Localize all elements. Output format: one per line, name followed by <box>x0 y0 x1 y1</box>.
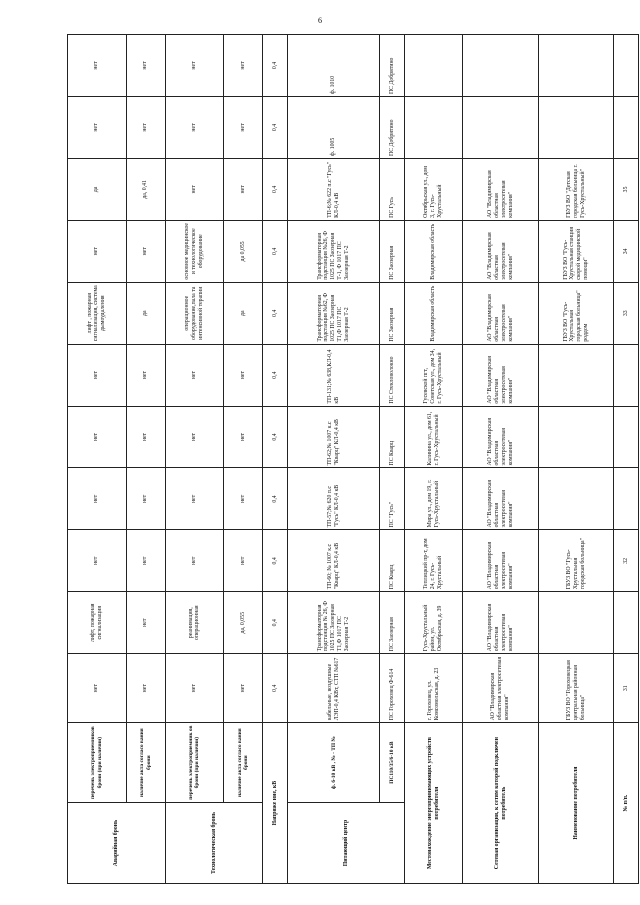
cell-num <box>614 468 639 530</box>
cell-location: Гусь-Хрустальный район, ул. Октябрьская, д. 39 <box>404 592 463 654</box>
cell-num <box>614 406 639 468</box>
cell-org <box>463 97 539 159</box>
cell-v: 0,4 <box>263 406 287 468</box>
cell-tl: нет <box>165 654 224 723</box>
cell-ta: нет <box>224 97 263 159</box>
cell-location: Теплицкий пр-т, дом 24, г. Гусь-Хрустальный <box>404 530 463 592</box>
cell-org: АО "Владимирская областная электросетевая компания" <box>463 406 539 468</box>
column-header-org: Сетевая организация, к сетям которой подключен потребитель <box>463 723 539 884</box>
cell-v: 0,4 <box>263 220 287 282</box>
cell-el: да <box>68 158 127 220</box>
cell-v: 0,4 <box>263 530 287 592</box>
rotated-table-wrapper <box>67 34 639 884</box>
cell-ea: нет <box>126 97 165 159</box>
cell-ta: нет <box>224 654 263 723</box>
cell-org: АО "Владимирская областная электросетевая компания" <box>463 344 539 406</box>
column-header-name: Наименование потребителя <box>538 723 614 884</box>
cell-tl: операционное оборудование,пала та интенсивной терапии <box>165 282 224 344</box>
cell-org: АО "Владимирская областная электросетевая компания" <box>463 282 539 344</box>
cell-ea: да, 0,41 <box>126 158 165 220</box>
cell-tl: основное медицинское и технологическое оборудование <box>165 220 224 282</box>
cell-feeder: ТП-62;№ 1007 к.с "Кварц" КЛ-0,4 кВ <box>287 406 380 468</box>
cell-name <box>538 35 614 97</box>
cell-ta: да <box>224 282 263 344</box>
group-header-pc: Питающий центр <box>287 803 404 884</box>
cell-el: лифт , пожарная сигнализация, система дымоудаления <box>68 282 127 344</box>
cell-ea: нет <box>126 220 165 282</box>
cell-name <box>538 406 614 468</box>
cell-ea: нет <box>126 468 165 530</box>
cell-ea: нет <box>126 592 165 654</box>
cell-el: нет <box>68 97 127 159</box>
cell-tl: нет <box>165 97 224 159</box>
cell-org: АО "Владимирская областная электросетевая компания" <box>463 654 539 723</box>
field-row-ps <box>380 35 404 884</box>
cell-v: 0,4 <box>263 282 287 344</box>
field-row-ta <box>224 35 263 884</box>
cell-location <box>404 97 463 159</box>
cell-el: лифт, пожарная сигнализация <box>68 592 127 654</box>
cell-location: Владимирская область <box>404 220 463 282</box>
cell-num: 31 <box>614 654 639 723</box>
cell-name: ГБУЗ ВО "Гороховецкая центральная районная больница" <box>538 654 614 723</box>
cell-org: АО "Владимирская областная электросетевая компания" <box>463 468 539 530</box>
column-header-el: перечень электроприемников брони (при наличии) <box>68 723 127 803</box>
cell-ps: ПС Стекловолокно <box>380 344 404 406</box>
cell-location: г. Гороховец, ул. Комсомольская, д. 23 <box>404 654 463 723</box>
cell-ea: нет <box>126 35 165 97</box>
field-row-ea <box>126 35 165 884</box>
cell-v: 0,4 <box>263 344 287 406</box>
cell-ps: ПС Добрятино <box>380 35 404 97</box>
cell-el: нет <box>68 220 127 282</box>
cell-name <box>538 592 614 654</box>
cell-num <box>614 592 639 654</box>
cell-v: 0,4 <box>263 158 287 220</box>
page-number: 6 <box>318 16 322 25</box>
cell-name <box>538 468 614 530</box>
cell-name: ГБУЗ ВО "Гусь-Хрустальная станция скорой медицинской помощи" <box>538 220 614 282</box>
cell-el: нет <box>68 530 127 592</box>
cell-num: 34 <box>614 220 639 282</box>
cell-tl: нет <box>165 35 224 97</box>
cell-tl: нет <box>165 344 224 406</box>
cell-name: ГБУЗ ВО "Гусь-Хрустальная городская больница" <box>538 530 614 592</box>
field-row-el <box>68 35 127 884</box>
cell-name <box>538 97 614 159</box>
column-header-location: Местонахождение энергопринимающих устройств потребителя <box>404 723 463 884</box>
group-header-tech: Технологическая бронь <box>165 803 263 884</box>
cell-tl: нет <box>165 406 224 468</box>
cell-name: ГБУЗ ВО "Гусь-Хрустальная городская больница" роддом <box>538 282 614 344</box>
cell-ea: да <box>126 282 165 344</box>
cell-ps: ПС Заозерная <box>380 220 404 282</box>
column-header-tl: перечень электроприемник ов брони (при наличии) <box>165 723 224 803</box>
cell-ta: нет <box>224 344 263 406</box>
cell-ta: нет <box>224 158 263 220</box>
cell-ta: нет <box>224 406 263 468</box>
cell-ea: нет <box>126 530 165 592</box>
cell-feeder: ф. 1010 <box>287 35 380 97</box>
field-row-v <box>263 35 287 884</box>
cell-v: 0,4 <box>263 592 287 654</box>
cell-location: Октябрьская ул., дом 3, г. Гусь-Хрустальный <box>404 158 463 220</box>
cell-v: 0,4 <box>263 468 287 530</box>
cell-location: Мира ул., дом 19, г. Гусь-Хрустальный <box>404 468 463 530</box>
cell-feeder: Трансформаторная подстанция №26, Ф 1025 ПС Заозерная Т-1, Ф 1017 ПС Заозерная Т-2 <box>287 220 380 282</box>
cell-ps: ПС Заозерная <box>380 282 404 344</box>
field-row-num <box>614 35 639 884</box>
cell-ea: нет <box>126 344 165 406</box>
column-header-feeder: ф. 6-10 кВ , № - ТП № <box>287 723 380 803</box>
cell-feeder: Трансформаторная подстанция № 26, Ф 1025 ПС Заозерная Т1,Ф 1017 ПС Заозерная Т-2 <box>287 592 380 654</box>
cell-v: 0,4 <box>263 97 287 159</box>
cell-ps: ПС Гусь <box>380 158 404 220</box>
field-row-name <box>538 35 614 884</box>
cell-location: Владимирская область <box>404 282 463 344</box>
cell-num: 33 <box>614 282 639 344</box>
cell-v: 0,4 <box>263 654 287 723</box>
cell-org <box>463 35 539 97</box>
cell-org: АО "Владимирская областная электросетевая компания" <box>463 158 539 220</box>
field-row-feeder <box>287 35 380 884</box>
column-header-num: № п/п. <box>614 723 639 884</box>
cell-org: АО "Владимирская областная электросетевая компания" <box>463 530 539 592</box>
cell-el: нет <box>68 35 127 97</box>
cell-ta: да 0,055 <box>224 220 263 282</box>
cell-el: нет <box>68 654 127 723</box>
cell-ea: нет <box>126 406 165 468</box>
cell-ps: ПС Кварц <box>380 530 404 592</box>
cell-num: 32 <box>614 530 639 592</box>
cell-num <box>614 344 639 406</box>
cell-name: ГБУЗ ВО "Детская городская больница г. Гусь-Хрустальный" <box>538 158 614 220</box>
cell-feeder: ТП-57;№ 620 п.с "Гусь" КЛ-0,4 кВ <box>287 468 380 530</box>
cell-el: нет <box>68 406 127 468</box>
cell-ps: ПС Гороховец Ф-614 <box>380 654 404 723</box>
column-header-ps: ПС110/35/6-10 кВ <box>380 723 404 803</box>
cell-ta: нет <box>224 468 263 530</box>
cell-feeder: ф. 1005 <box>287 97 380 159</box>
cell-ps: ПС Кварц <box>380 406 404 468</box>
cell-tl: реанимация, операционная <box>165 592 224 654</box>
cell-num: 35 <box>614 158 639 220</box>
cell-num <box>614 97 639 159</box>
group-header-emerg: Аварийная бронь <box>68 803 166 884</box>
field-row-tl <box>165 35 224 884</box>
cell-ps: ПС Добрятино <box>380 97 404 159</box>
cell-feeder: ТП-60; № 1007 к.с "Кварц" КЛ-0,4 кВ <box>287 530 380 592</box>
cell-ta: да, 0,055 <box>224 592 263 654</box>
cell-ta: нет <box>224 530 263 592</box>
cell-v: 0,4 <box>263 35 287 97</box>
cell-el: нет <box>68 468 127 530</box>
cell-org: АО "Владимирская областная электросетевая компания" <box>463 592 539 654</box>
cell-tl: нет <box>165 158 224 220</box>
cell-location: Калинина ул., дом 61, г. Гусь-Хрустальный <box>404 406 463 468</box>
cell-org: АО "Владимирская областная электросетевая компания" <box>463 220 539 282</box>
cell-ta: нет <box>224 35 263 97</box>
cell-ps: ПС "Гусь" <box>380 468 404 530</box>
cell-location: Гусевской пгт, Советская ул., дом 34, г. Гусь-Хрустальный <box>404 344 463 406</box>
cell-num <box>614 35 639 97</box>
cell-feeder: ТП-131;№ 638,КЛ-0,4 кВ <box>287 344 380 406</box>
cell-feeder: ТП-6;№ 622 п.с "Гусь" КЛ-0,4 кВ <box>287 158 380 220</box>
column-header-v: Напряже ние, кВ <box>263 723 287 884</box>
consumer-table <box>67 34 639 884</box>
cell-location <box>404 35 463 97</box>
cell-ps: ПС Заозерная <box>380 592 404 654</box>
column-header-ta: наличие акта согласо вания брони <box>224 723 263 803</box>
field-row-location <box>404 35 463 884</box>
cell-el: нет <box>68 344 127 406</box>
cell-tl: нет <box>165 468 224 530</box>
cell-tl: нет <box>165 530 224 592</box>
cell-feeder: Трансформаторная подстанция №62, Ф 1025 ПС Заозерная Т1,Ф 1017 ПС Заозерная Т-2 <box>287 282 380 344</box>
field-row-org <box>463 35 539 884</box>
cell-ea: нет <box>126 654 165 723</box>
cell-feeder: кабельные, воздушные ЛЭП-0,4 КВт, СТП №617 <box>287 654 380 723</box>
cell-name <box>538 344 614 406</box>
column-header-ea: наличие акта согласо вания брони <box>126 723 165 803</box>
